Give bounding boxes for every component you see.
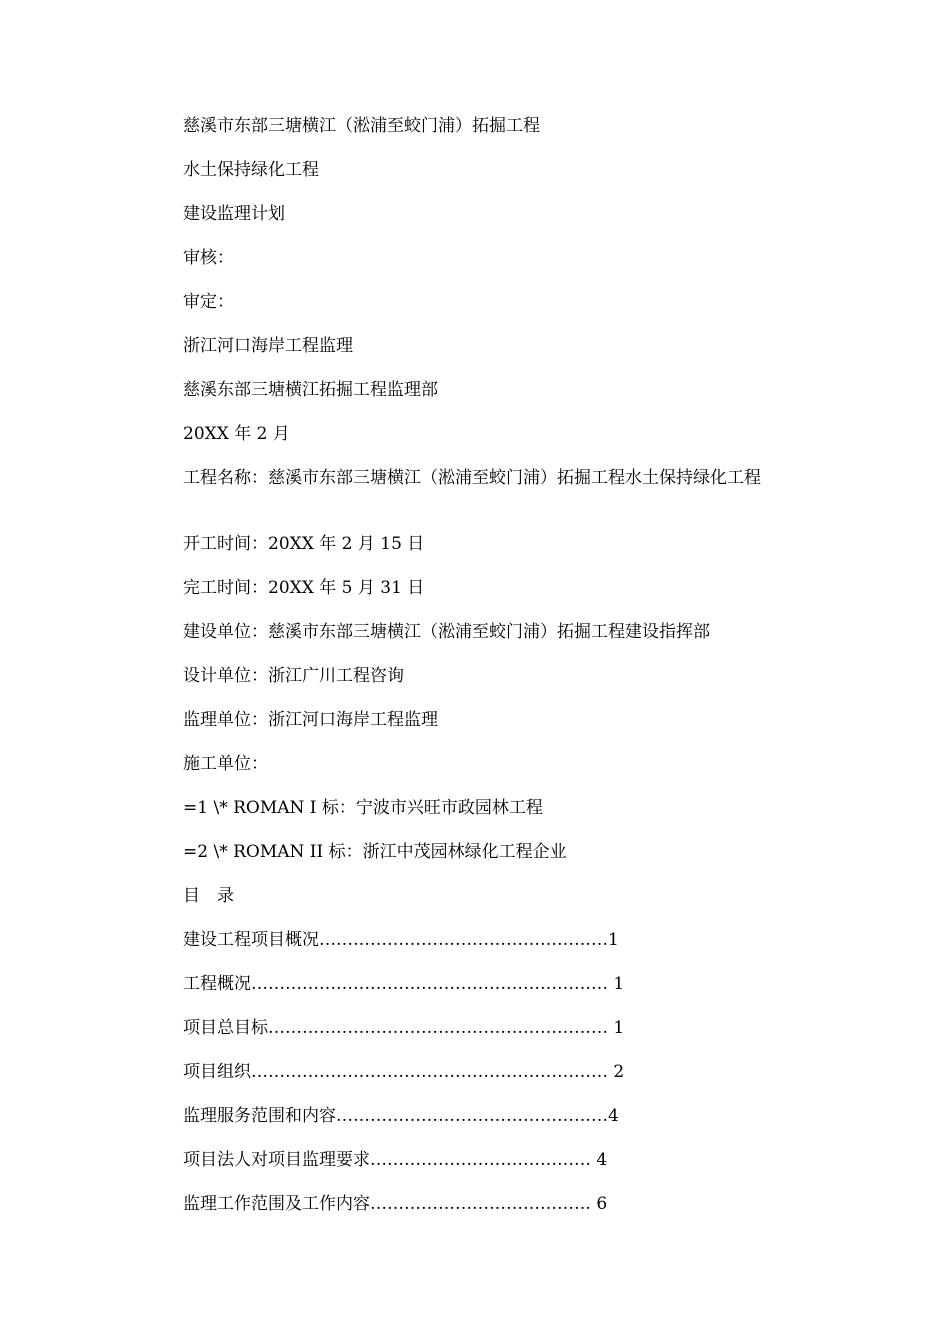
project-name-line: 工程名称：慈溪市东部三塘横江（淞浦至蛟门浦）拓掘工程水土保持绿化工程 (183, 468, 761, 488)
toc-entry[interactable]: 监理服务范围和内容…………………………………………4 (183, 1106, 619, 1126)
project-title: 慈溪市东部三塘横江（淞浦至蛟门浦）拓掘工程 (183, 116, 540, 136)
toc-entry[interactable]: 项目组织……………………………………………………… 2 (183, 1062, 625, 1082)
company-name: 浙江河口海岸工程监理 (183, 336, 353, 356)
toc-entry[interactable]: 建设工程项目概况……………………………………………1 (183, 930, 619, 950)
supervision-unit-line: 监理单位：浙江河口海岸工程监理 (183, 710, 438, 730)
project-subtitle: 水土保持绿化工程 (183, 160, 319, 180)
construction-unit-line: 建设单位：慈溪市东部三塘横江（淞浦至蛟门浦）拓掘工程建设指挥部 (183, 622, 710, 642)
start-time-line: 开工时间：20XX 年 2 月 15 日 (183, 534, 425, 554)
builder-label: 施工单位： (183, 754, 268, 774)
toc-entry[interactable]: 监理工作范围及工作内容………………………………… 6 (183, 1194, 608, 1214)
design-unit-line: 设计单位：浙江广川工程咨询 (183, 666, 404, 686)
section-1-line: =1 \* ROMAN I 标：宁波市兴旺市政园林工程 (183, 798, 543, 818)
end-time-line: 完工时间：20XX 年 5 月 31 日 (183, 578, 425, 598)
approve-label: 审定： (183, 292, 234, 312)
department-name: 慈溪东部三塘横江拓掘工程监理部 (183, 380, 438, 400)
section-2-line: =2 \* ROMAN II 标：浙江中茂园林绿化工程企业 (183, 842, 567, 862)
toc-heading: 目 录 (183, 886, 234, 906)
document-type: 建设监理计划 (183, 204, 285, 224)
document-date: 20XX 年 2 月 (183, 424, 290, 444)
toc-entry[interactable]: 项目总目标…………………………………………………… 1 (183, 1018, 625, 1038)
review-label: 审核： (183, 248, 234, 268)
toc-entry[interactable]: 工程概况……………………………………………………… 1 (183, 974, 625, 994)
toc-entry[interactable]: 项目法人对项目监理要求………………………………… 4 (183, 1150, 608, 1170)
